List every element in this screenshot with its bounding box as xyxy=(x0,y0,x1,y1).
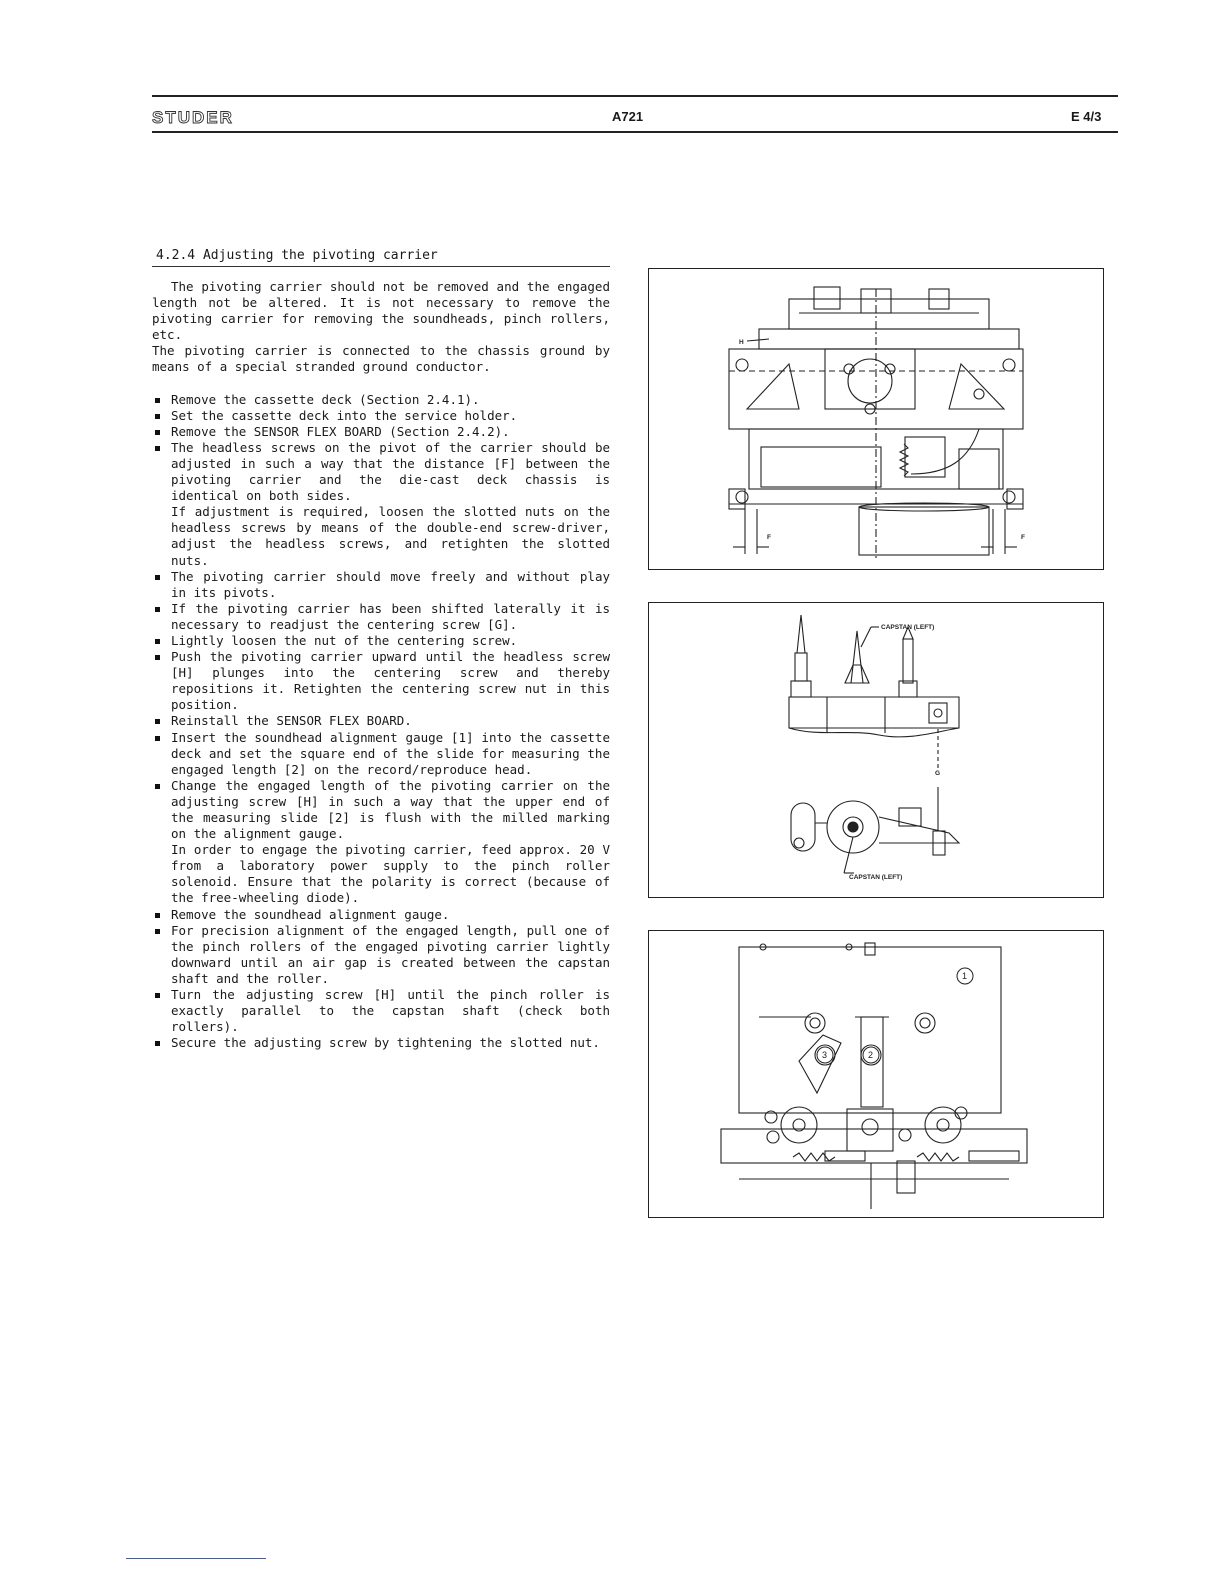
section-title-rule xyxy=(152,266,610,267)
step-item: Remove the SENSOR FLEX BOARD (Section 2.4.2). xyxy=(152,424,610,440)
intro-paragraph: The pivoting carrier should not be removed and the engaged length not be altered. It is not necessary to remove the pivoting carrier for removing the soundheads, pinch rollers, etc. xyxy=(152,279,610,343)
step-item: The headless screws on the pivot of the carrier should be adjusted in such a way that the distance [F] between the pivoting carrier and the die-cast deck chassis is identical on both sides. xyxy=(152,440,610,504)
figure-pivoting-carrier xyxy=(648,268,1104,570)
centering-screw-drawing xyxy=(649,603,1103,897)
step-item: Turn the adjusting screw [H] until the pinch roller is exactly parallel to the capstan shaft (check both rollers). xyxy=(152,987,610,1035)
model-number: A721 xyxy=(612,109,644,124)
label-f-left: F xyxy=(767,534,771,541)
step-item: If the pivoting carrier has been shifted laterally it is necessary to readjust the centering screw [G]. xyxy=(152,601,610,633)
paragraph-gap xyxy=(152,376,610,392)
header-rule-bottom xyxy=(152,131,1118,133)
label-slide-2: 2 xyxy=(868,1050,874,1060)
page-number: E 4/3 xyxy=(1071,109,1102,124)
step-continuation: In order to engage the pivoting carrier, feed approx. 20 V from a laboratory power supply to the pinch roller solenoid. Ensure that the polarity is correct (because of the free-wheeling diode). xyxy=(171,842,610,906)
page-footer-line xyxy=(126,1558,266,1559)
procedure-steps xyxy=(152,392,610,1052)
label-part-3: 3 xyxy=(822,1050,828,1060)
step-item: Lightly loosen the nut of the centering screw. xyxy=(152,633,610,649)
label-h: H xyxy=(739,339,744,346)
step-item: Change the engaged length of the pivoting carrier on the adjusting screw [H] in such a way that the upper end of the measuring slide [2] is flush with the milled marking on the alignment gauge. xyxy=(152,778,610,842)
step-item: The pivoting carrier should move freely and without play in its pivots. xyxy=(152,569,610,601)
label-capstan-bottom: CAPSTAN (LEFT) xyxy=(849,874,903,881)
figure-alignment-gauge xyxy=(648,930,1104,1218)
label-capstan-top: CAPSTAN (LEFT) xyxy=(881,624,935,631)
label-gauge-1: 1 xyxy=(962,971,968,981)
body-text xyxy=(152,279,610,1051)
alignment-gauge-drawing xyxy=(649,931,1103,1217)
step-item: Secure the adjusting screw by tightening the slotted nut. xyxy=(152,1035,610,1051)
step-continuation: If adjustment is required, loosen the slotted nuts on the headless screws by means of the double-end screw-driver, adjust the headless screws, and retighten the slotted nuts. xyxy=(171,504,610,568)
step-item: Insert the soundhead alignment gauge [1] into the cassette deck and set the square end of the slide for measuring the engaged length [2] on the record/reproduce head. xyxy=(152,730,610,778)
section-title: 4.2.4 Adjusting the pivoting carrier xyxy=(156,248,438,263)
step-item: Set the cassette deck into the service holder. xyxy=(152,408,610,424)
label-f-right: F xyxy=(1021,534,1025,541)
step-item: Push the pivoting carrier upward until the headless screw [H] plunges into the centering screw and thereby repositions it. Retighten the centering screw nut in this position. xyxy=(152,649,610,713)
intro-paragraph: The pivoting carrier is connected to the chassis ground by means of a special stranded ground conductor. xyxy=(152,343,610,375)
step-item: For precision alignment of the engaged length, pull one of the pinch rollers of the engaged pivoting carrier lightly downward until an air gap is created between the capstan shaft and the roller. xyxy=(152,923,610,987)
step-item: Reinstall the SENSOR FLEX BOARD. xyxy=(152,713,610,729)
header-rule-top xyxy=(152,95,1118,97)
figure-centering-screw xyxy=(648,602,1104,898)
studer-logo: STUDER xyxy=(152,108,234,127)
carrier-drawing xyxy=(649,269,1103,569)
label-g: G xyxy=(935,770,941,777)
step-item: Remove the cassette deck (Section 2.4.1). xyxy=(152,392,610,408)
step-item: Remove the soundhead alignment gauge. xyxy=(152,907,610,923)
